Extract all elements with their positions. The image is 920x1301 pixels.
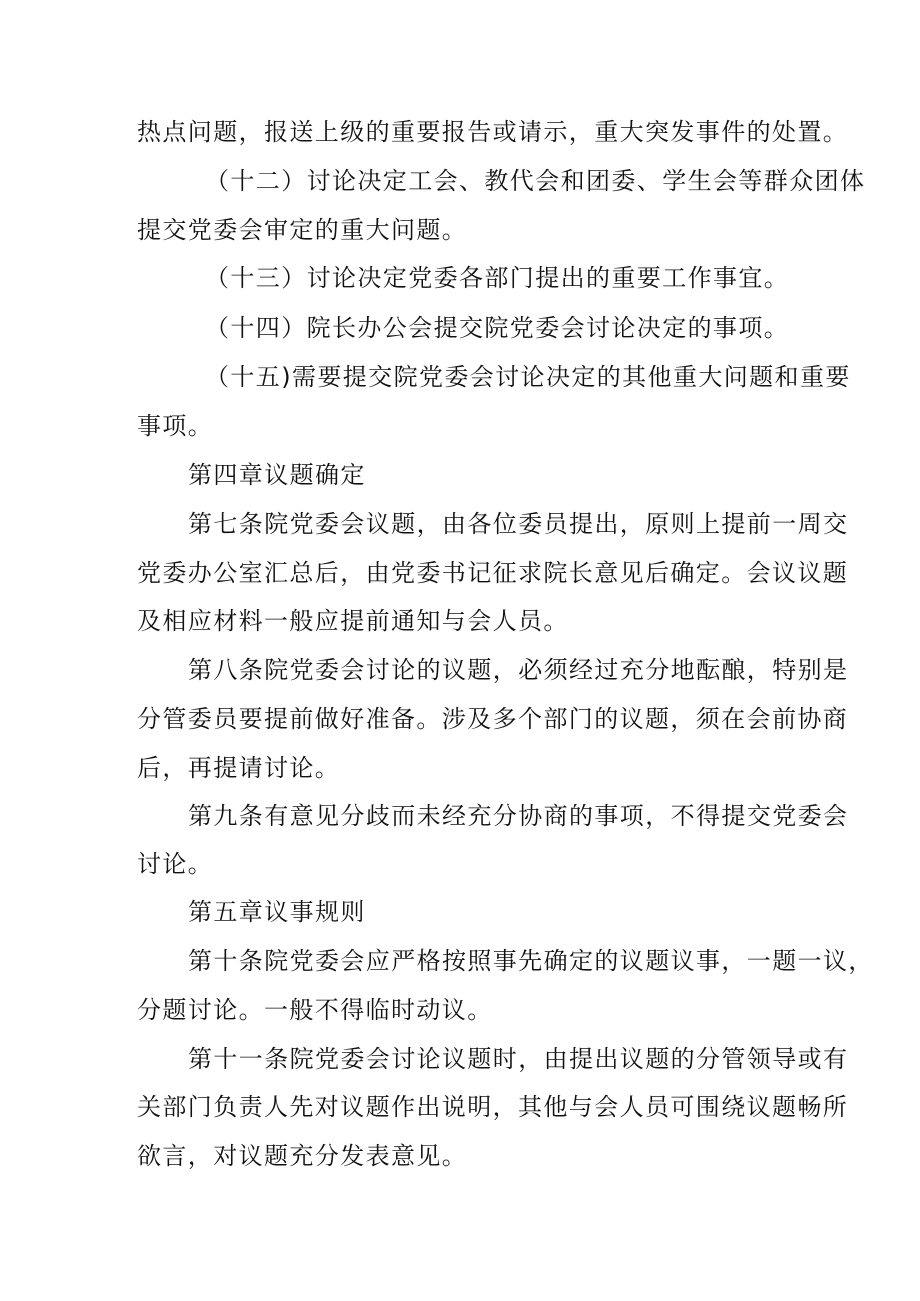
chapter-heading: 第五章议事规则 (188, 898, 366, 926)
text-line: （十二）讨论决定工会、教代会和团委、学生会等群众团体 (205, 167, 866, 195)
text-line: 第八条院党委会讨论的议题，必须经过充分地酝酿，特别是 (188, 656, 849, 684)
text-line: 热点问题，报送上级的重要报告或请示，重大突发事件的处置。 (137, 118, 849, 146)
text-line: 提交党委会审定的重大问题。 (137, 216, 468, 244)
text-line: 分管委员要提前做好准备。涉及多个部门的议题，须在会前协商 (137, 705, 849, 733)
text-line: 事项。 (137, 412, 214, 440)
text-line: 党委办公室汇总后，由党委书记征求院长意见后确定。会议议题 (137, 559, 849, 587)
text-line: 第十一条院党委会讨论议题时，由提出议题的分管领导或有 (188, 1045, 849, 1073)
text-line: 欲言，对议题充分发表意见。 (137, 1142, 468, 1170)
text-line: 第十条院党委会应严格按照事先确定的议题议事，一题一议， (188, 947, 874, 975)
text-line: 讨论。 (137, 850, 214, 878)
text-line: 第九条有意见分歧而未经充分协商的事项，不得提交党委会 (188, 802, 849, 830)
text-line: 后，再提请讨论。 (137, 754, 341, 782)
text-line: 及相应材料一般应提前通知与会人员。 (137, 607, 569, 635)
chapter-heading: 第四章议题确定 (188, 461, 366, 489)
text-line: （十三）讨论决定党委各部门提出的重要工作事宜。 (205, 264, 790, 292)
text-line: 关部门负责人先对议题作出说明，其他与会人员可围绕议题畅所 (137, 1093, 849, 1121)
text-line: 第七条院党委会议题，由各位委员提出，原则上提前一周交 (188, 510, 849, 538)
text-line: （十五)需要提交院党委会讨论决定的其他重大问题和重要 (205, 363, 851, 391)
text-line: （十四）院长办公会提交院党委会讨论决定的事项。 (205, 314, 790, 342)
text-line: 分题讨论。一般不得临时动议。 (137, 996, 493, 1024)
